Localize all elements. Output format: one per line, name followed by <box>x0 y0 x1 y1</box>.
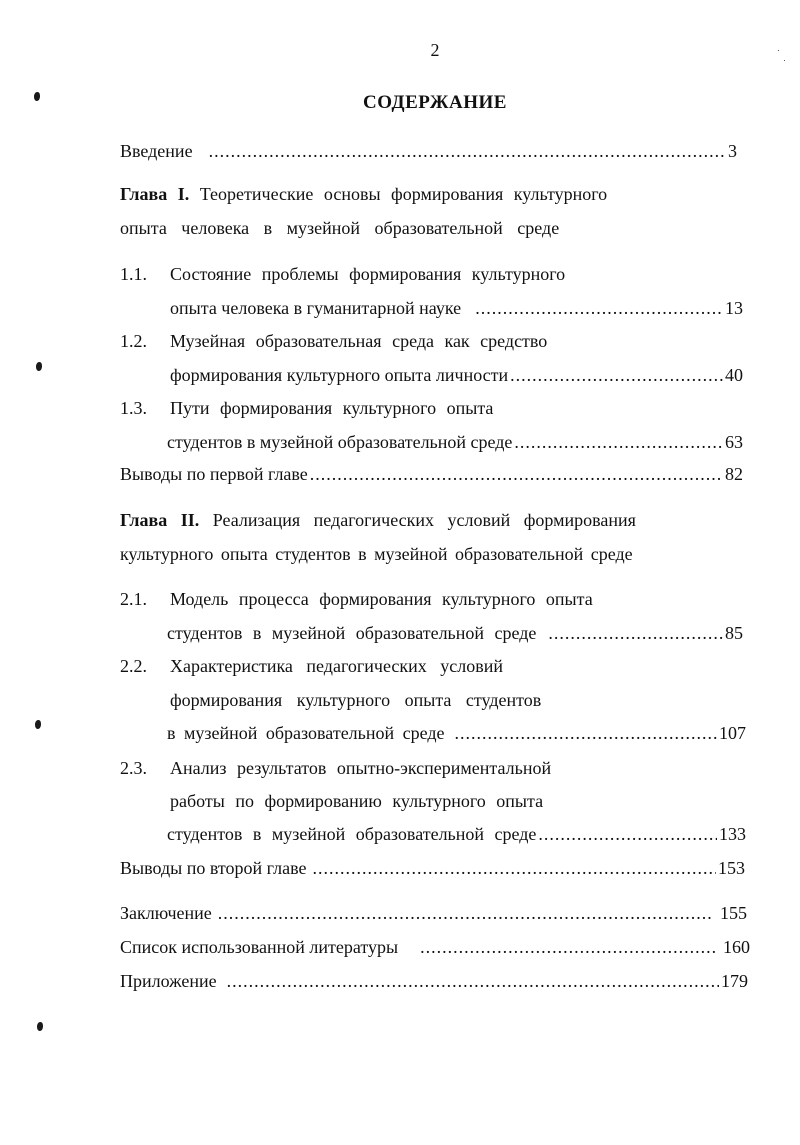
toc-entry-label: Введение <box>120 141 193 161</box>
section-title-line1: Модель процесса формирования культурного опыта <box>170 589 593 609</box>
toc-entry-label: Список использованной литературы <box>120 937 399 957</box>
chapter-2-prefix: Глава II. <box>120 510 200 530</box>
toc-leader <box>548 622 723 644</box>
toc-entry-label: Заключение <box>120 903 212 923</box>
toc-entry-1-1 <box>170 297 743 319</box>
toc-entry-page: 153 <box>718 858 745 878</box>
toc-entry-label: формирования культурного опыта личности <box>170 365 509 385</box>
toc-leader <box>510 364 723 386</box>
toc-entry-references <box>120 936 750 958</box>
toc-entry-appendix <box>120 970 748 992</box>
chapter-2-heading <box>120 509 636 531</box>
toc-entry-page: 107 <box>719 723 746 743</box>
toc-entry-2-1 <box>167 622 743 644</box>
toc-entry-2-2 <box>167 722 746 744</box>
toc-entry-page: 160 <box>723 937 750 957</box>
toc-entry-page: 155 <box>720 903 747 923</box>
toc-entry-page: 40 <box>725 365 743 385</box>
toc-leader <box>227 970 719 992</box>
toc-leader <box>218 902 714 924</box>
toc-entry-label: Выводы по второй главе <box>120 858 307 878</box>
toc-leader <box>538 823 717 845</box>
toc-entry-page: 133 <box>719 824 746 844</box>
toc-entry-page: 13 <box>725 298 743 318</box>
section-number: 1.2. <box>120 331 147 351</box>
chapter-1-title-line2: опыта человека в музейной образовательной среде <box>120 218 560 238</box>
section-title-line2: работы по формированию культурного опыта <box>170 791 544 811</box>
section-number: 1.3. <box>120 398 147 418</box>
scan-mark <box>35 720 41 729</box>
chapter-2-title-line1: Реализация педагогических условий формирования <box>212 510 636 530</box>
scan-mark <box>36 362 42 371</box>
section-number: 2.3. <box>120 758 147 778</box>
section-title-line1: Анализ результатов опытно-экспериментальной <box>170 758 552 778</box>
chapter-1-heading <box>120 183 607 205</box>
toc-entry-conclusion <box>120 902 747 924</box>
chapter-2-title-line2: культурного опыта студентов в музейной образовательной среде <box>120 544 633 564</box>
toc-entry-page: 63 <box>725 432 743 452</box>
toc-entry-label: студентов в музейной образовательной среде <box>167 824 537 844</box>
toc-entry-label: в музейной образовательной среде <box>167 723 445 743</box>
section-number: 2.1. <box>120 589 147 609</box>
toc-entry-label: студентов в музейной образовательной среде <box>167 432 513 452</box>
toc-leader <box>514 431 723 453</box>
section-title-line1: Музейная образовательная среда как средство <box>170 331 548 351</box>
page-number: 2 <box>430 40 440 60</box>
section-title-line1: Состояние проблемы формирования культурного <box>170 264 566 284</box>
toc-leader <box>455 722 717 744</box>
section-title-line1: Пути формирования культурного опыта <box>170 398 494 418</box>
toc-entry-page: 82 <box>725 464 743 484</box>
page-title: СОДЕРЖАНИЕ <box>363 92 507 113</box>
toc-entry-chapter-2-conclusions <box>120 857 745 879</box>
scan-mark <box>37 1022 43 1031</box>
section-number: 1.1. <box>120 264 147 284</box>
toc-entry-intro <box>120 140 737 162</box>
section-number: 2.2. <box>120 656 147 676</box>
toc-leader <box>475 297 723 319</box>
chapter-1-title-line1: Теоретические основы формирования культурного <box>199 184 608 204</box>
toc-leader <box>312 857 716 879</box>
section-title-line1: Характеристика педагогических условий <box>170 656 503 676</box>
toc-leader <box>310 463 723 485</box>
toc-entry-1-3 <box>167 431 743 453</box>
chapter-1-prefix: Глава I. <box>120 184 190 204</box>
toc-leader <box>209 140 726 162</box>
toc-entry-label: студентов в музейной образовательной среде <box>167 623 537 643</box>
toc-entry-1-2 <box>170 364 743 386</box>
toc-leader <box>420 936 715 958</box>
toc-entry-page: 179 <box>721 971 748 991</box>
toc-entry-label: Приложение <box>120 971 217 991</box>
toc-entry-2-3 <box>167 823 746 845</box>
toc-entry-chapter-1-conclusions <box>120 463 743 485</box>
toc-entry-label: опыта человека в гуманитарной науке <box>170 298 462 318</box>
toc-entry-page: 85 <box>725 623 743 643</box>
toc-entry-page: 3 <box>728 141 737 161</box>
section-title-line2: формирования культурного опыта студентов <box>170 690 542 710</box>
toc-entry-label: Выводы по первой главе <box>120 464 308 484</box>
